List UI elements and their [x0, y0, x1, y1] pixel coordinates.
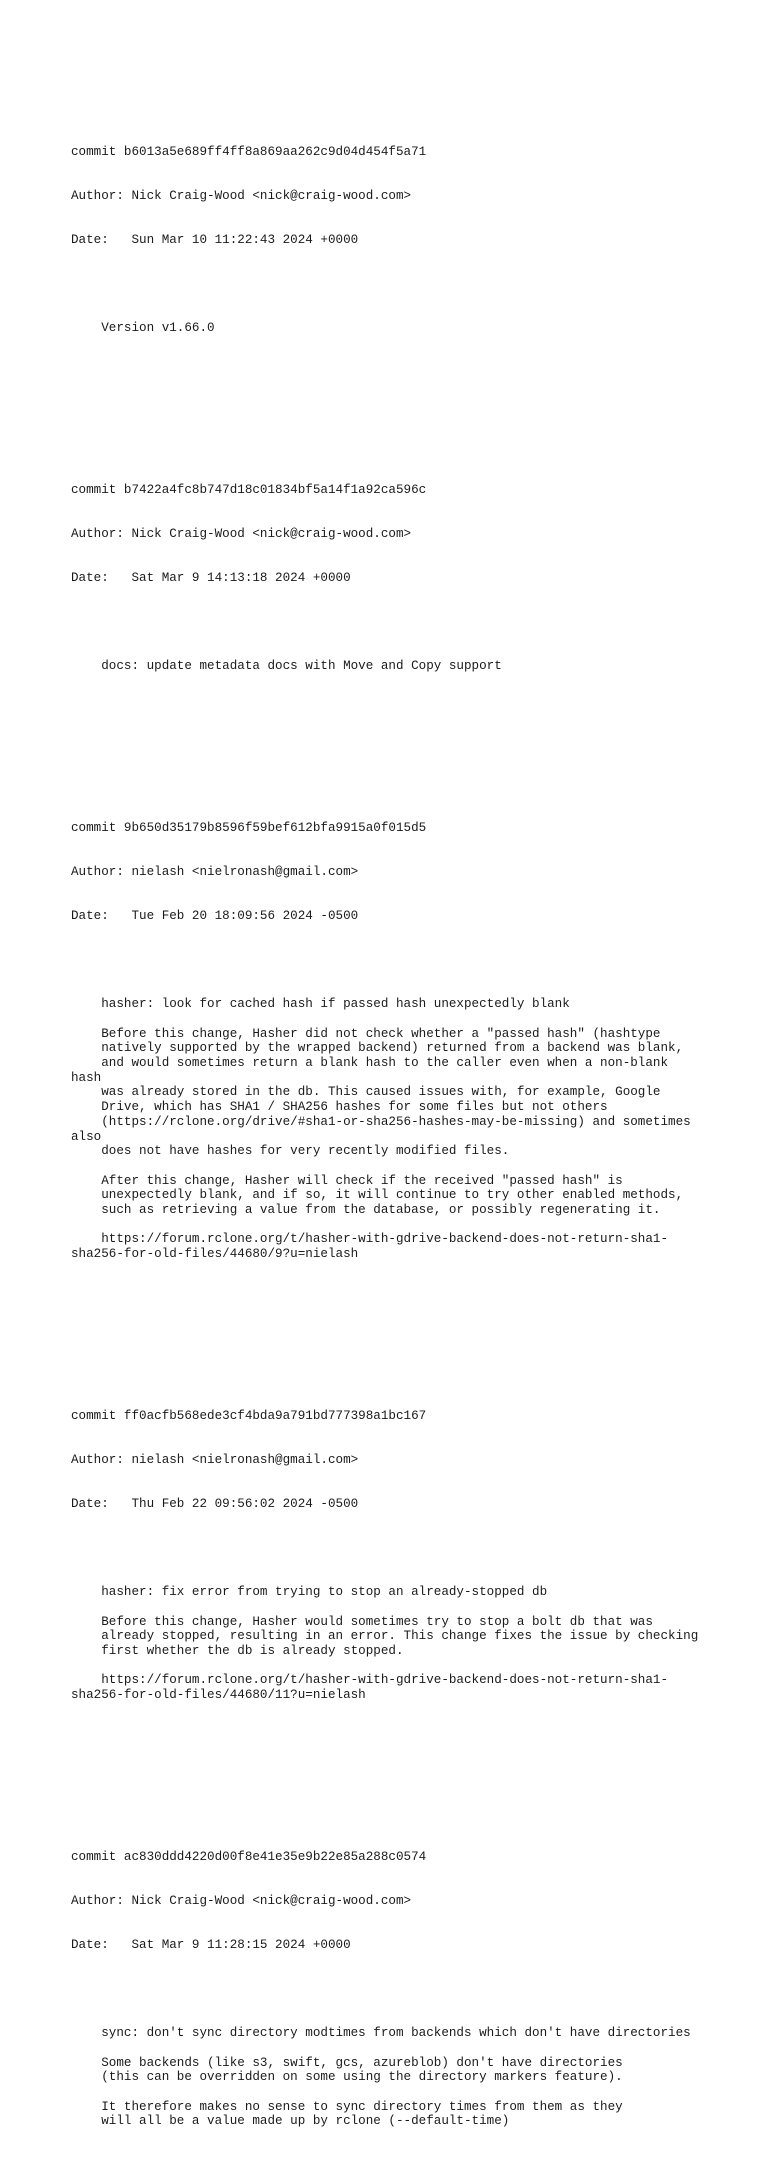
- message-line: [71, 2041, 731, 2056]
- commit-entry: [71, 453, 731, 747]
- message-line: It therefore makes no sense to sync directory times from them as they: [71, 2099, 623, 2114]
- commit-message: [71, 2026, 731, 2129]
- blank-line: [71, 615, 731, 630]
- message-line: sha256-for-old-files/44680/9?u=nielash: [71, 1247, 359, 1262]
- blank-line: [71, 1541, 731, 1556]
- message-line: hasher: fix error from trying to stop an already-stopped db: [71, 1585, 548, 1600]
- message-line: https://forum.rclone.org/t/hasher-with-gdrive-backend-does-not-return-sha1-: [71, 1232, 669, 1247]
- commit-date-line: Date: Thu Feb 22 09:56:02 2024 -0500: [71, 1497, 359, 1512]
- commit-hash-line: commit ac830ddd4220d00f8e41e35e9b22e85a288c0574: [71, 1849, 427, 1864]
- commit-date-line: Date: Sat Mar 9 14:13:18 2024 +0000: [71, 570, 351, 585]
- commit-author-line: Author: Nick Craig-Wood <nick@craig-wood.com>: [71, 1893, 412, 1908]
- commit-message: [71, 1585, 731, 1703]
- commit-date-line: Date: Sat Mar 9 11:28:15 2024 +0000: [71, 1938, 351, 1953]
- message-line: sync: don't sync directory modtimes from backends which don't have directories: [71, 2026, 691, 2041]
- message-line: Version v1.66.0: [71, 320, 215, 335]
- message-line: [71, 1218, 731, 1233]
- message-line: unexpectedly blank, and if so, it will continue to try other enabled methods,: [71, 1188, 684, 1203]
- blank-line: [71, 365, 731, 380]
- message-line: does not have hashes for very recently modified files.: [71, 1144, 510, 1159]
- commit-hash-line: commit 9b650d35179b8596f59bef612bfa9915a0f015d5: [71, 820, 427, 835]
- message-line: After this change, Hasher will check if the received "passed hash" is: [71, 1173, 623, 1188]
- blank-line: [71, 277, 731, 292]
- message-line: https://forum.rclone.org/t/hasher-with-gdrive-backend-does-not-return-sha1-: [71, 1673, 669, 1688]
- commit-entry: [71, 115, 731, 409]
- message-line: Some backends (like s3, swift, gcs, azureblob) don't have directories: [71, 2055, 623, 2070]
- message-line: sha256-for-old-files/44680/11?u=nielash: [71, 1688, 366, 1703]
- message-line: docs: update metadata docs with Move and Copy support: [71, 659, 502, 674]
- message-line: Drive, which has SHA1 / SHA256 hashes for some files but not others: [71, 1100, 608, 1115]
- commit-author-line: Author: nielash <nielronash@gmail.com>: [71, 1452, 359, 1467]
- blank-line: [71, 1732, 731, 1747]
- message-line: [71, 2085, 731, 2100]
- message-line: hash: [71, 1070, 102, 1085]
- commit-date-line: Date: Sun Mar 10 11:22:43 2024 +0000: [71, 232, 359, 247]
- git-log-document: [71, 71, 731, 2173]
- commit-author-line: Author: Nick Craig-Wood <nick@craig-wood.com>: [71, 188, 412, 203]
- message-line: [71, 1012, 731, 1027]
- message-line: also: [71, 1129, 102, 1144]
- message-line: such as retrieving a value from the database, or possibly regenerating it.: [71, 1203, 661, 1218]
- blank-line: [71, 1982, 731, 1997]
- message-line: [71, 1600, 731, 1615]
- commit-author-line: Author: Nick Craig-Wood <nick@craig-wood.com>: [71, 526, 412, 541]
- message-line: [71, 1659, 731, 1674]
- message-line: first whether the db is already stopped.: [71, 1644, 404, 1659]
- message-line: was already stored in the db. This caused issues with, for example, Google: [71, 1085, 661, 1100]
- commit-entry: [71, 791, 731, 1335]
- message-line: Before this change, Hasher did not check whether a "passed hash" (hashtype: [71, 1026, 661, 1041]
- message-line: will all be a value made up by rclone (--default-time): [71, 2114, 510, 2129]
- commit-author-line: Author: nielash <nielronash@gmail.com>: [71, 864, 359, 879]
- blank-line: [71, 703, 731, 718]
- message-line: natively supported by the wrapped backend) returned from a backend was blank,: [71, 1041, 684, 1056]
- message-line: [71, 1159, 731, 1174]
- message-line: Before this change, Hasher would sometimes try to stop a bolt db that was: [71, 1614, 653, 1629]
- message-line: (https://rclone.org/drive/#sha1-or-sha256-hashes-may-be-missing) and sometimes: [71, 1114, 691, 1129]
- commit-date-line: Date: Tue Feb 20 18:09:56 2024 -0500: [71, 909, 359, 924]
- commit-message: [71, 321, 731, 336]
- blank-line: [71, 1291, 731, 1306]
- message-line: already stopped, resulting in an error. This change fixes the issue by checking: [71, 1629, 699, 1644]
- blank-line: [71, 953, 731, 968]
- commit-hash-line: commit b7422a4fc8b747d18c01834bf5a14f1a92ca596c: [71, 482, 427, 497]
- commit-entry: [71, 1820, 731, 2158]
- commit-message: [71, 659, 731, 674]
- message-line: and would sometimes return a blank hash to the caller even when a non-blank: [71, 1056, 669, 1071]
- message-line: (this can be overridden on some using the directory markers feature).: [71, 2070, 623, 2085]
- message-line: hasher: look for cached hash if passed hash unexpectedly blank: [71, 997, 570, 1012]
- commit-message: [71, 997, 731, 1262]
- commit-entry: [71, 1379, 731, 1776]
- commit-hash-line: commit b6013a5e689ff4ff8a869aa262c9d04d454f5a71: [71, 144, 427, 159]
- commit-hash-line: commit ff0acfb568ede3cf4bda9a791bd777398a1bc167: [71, 1408, 427, 1423]
